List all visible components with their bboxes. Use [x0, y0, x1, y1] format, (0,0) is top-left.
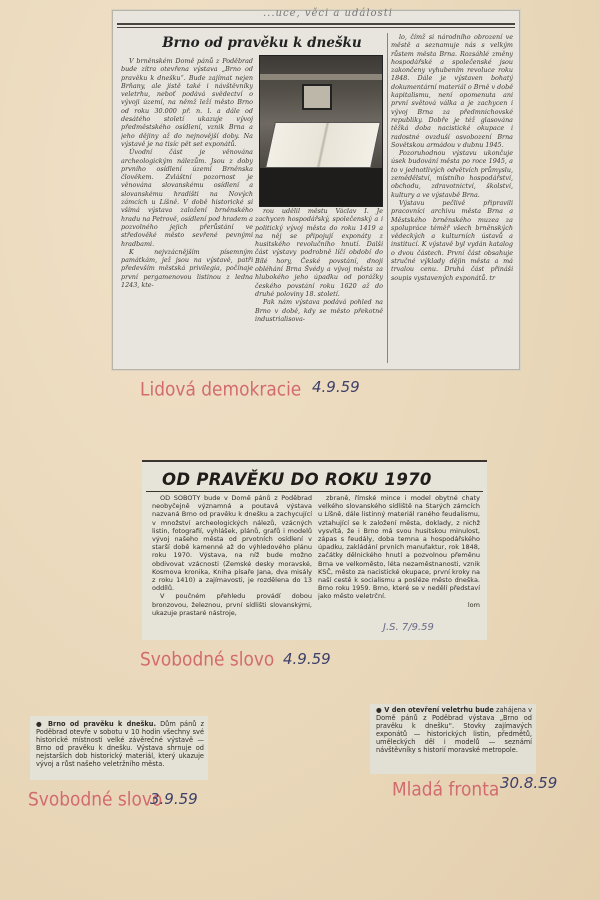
handwritten-date: 30.8.59 [500, 774, 558, 792]
top-rule [117, 23, 515, 25]
newspaper-clipping-svobodne-slovo [142, 460, 487, 640]
exhibition-photo [259, 55, 383, 207]
newspaper-stamp: Mladá fronta [392, 779, 500, 801]
newspaper-clipping-lidova-demokracie [112, 10, 520, 370]
article-headline: OD PRAVĚKU DO ROKU 1970 [162, 470, 432, 489]
marginal-note: J.S. 7/9.59 [383, 622, 434, 633]
article-column-1 [121, 57, 253, 363]
newspaper-stamp: Svobodné slovo [28, 789, 163, 811]
paragraph: lo, čímž si národního obrození ve městě a seznamuje nás s velkým růstem města Brna. Rozsáhlé změny hospodářské a společenské jsou zakončeny vyhubením revoluce roku 1848. Dále je výstaven bohatý dokumentární materiál o Brně v době kapitalismu, není opomenuta ani první světová válka a je zachycen i vývoj Brna za předmnichovské republiky. Dobře je též glasována těžká doba nacistické okupace i radostné ovzduší osvobození Brna Sovětskou armádou v dubnu 1945. [391, 33, 513, 149]
open-book-image [265, 122, 381, 168]
paragraph: Pozoruhodnou výstavu ukončuje úsek budování města po roce 1945, a to v jednotlivých odvětvích průmyslu, zemědělství, místního hospodářství, obchodu, zdravotnictví, školství, kultury a ve výstavbě Brna. [391, 149, 513, 199]
headline-rule [146, 491, 483, 492]
paragraph: Pak nám výstava podává pohled na Brno v době, kdy se město překotně industrialisova- [255, 298, 383, 323]
paragraph: rou udělil městu Václav I. Je zachycen hospodářský, společenský a i politický vývoj města do roku 1419 a na něj se připojují exponáty z husitského revolučního hnutí. Další část výstavy podrobně líčí období do Bílé hory, České povstání, dnoji obléhání Brna Švédy a vývoj města za hlubokého jeho úpadku od porážky českého povstání roku 1620 až do druhé poloviny 18. století. [255, 207, 383, 298]
paragraph: K nejvzácnějším písemným památkám, jež jsou na výstavě, patří především městská privilegia, počínaje první pergamenovou listinou z ledna 1243, kte- [121, 247, 253, 290]
newspaper-clipping-small [30, 716, 208, 780]
newspaper-stamp: Lidová demokracie [140, 379, 302, 401]
photo-display-case [260, 168, 382, 206]
article-text [36, 720, 204, 778]
handwritten-date: 3.9.59 [150, 790, 198, 808]
paragraph: Úvodní část je věnována archeologickým nálezům. Jsou z doby prvního osídlení území Brněnska člověkem. Zvláštní pozornost je věnována slovanskému osídlení a slovanskému hradišti na Nových zámcích u Líšně. V době historické si všímá výstava založení brněnského hradu na Petrově, osídlení pod hradem a pozvolného jejich přerůstání ve středověké město sevřené pevnými hradbami. [121, 148, 253, 248]
article-text [376, 706, 532, 772]
masthead-fragment: ...uce, věci a události [263, 8, 393, 19]
paragraph: OD SOBOTY bude v Domě pánů z Poděbrad neobyčejně významná a poutavá výstava nazvaná Brno od pravěku k dnešku a zachycující v množství archeologických nálezů, vzácných listin, fotografií, vyhlášek, plánů, grafů i modelů vývoj našeho města od prvotních osídlení v starší době kamenné až do výhledového plánu roku 1970. Výstava, na níž bude možno obdivovat vzácnosti (Zemské desky moravské, Kosmova kronika, Kniha písaře Jana, dva misály z roku 1410) a zajímavosti, je rozdělena do 13 oddílů. [152, 494, 312, 593]
article-column-3 [391, 33, 513, 365]
newspaper-stamp: Svobodné slovo [140, 649, 275, 671]
paragraph: V brněnském Domě pánů z Poděbrad bude zítra otevřena výstava „Brno od pravěku k dnešku“. Bude zajímat nejen Brňany, ale jistě také i návštěvníky veletrhu, neboť podává svědectví o vývoji území, na němž leží město Brno od roku 30.000 př. n. l. a dále od desátého století ukazuje vývoj předměstského osídlení, vznik Brna a jeho dějiny až do nejnovější doby. Na výstavě je na tisíc pět set exponátů. [121, 57, 253, 148]
paragraph: zbraně, římské mince i model obytné chaty velkého slovanského sídliště na Starých zámcích u Líšně, dále listinný materiál raného feudalismu, vztahující se k založení města, doklady, z nichž vysvítá, že i Brno má svou husitskou minulost, zápas s feudály, doba temna a hospodářského úpadku, zakládání prvních manufaktur, rok 1848, začátky dělnického hnutí a pozvolnou přeměnu Brna ve velkoměsto, léta nezaměstnanosti, vznik KSČ, město za nacistické okupace, první kroky na naší cestě k socialismu a posléze město dneška. Brno roku 1959. Brno, které se v nedělí představí jako město veletrční. [318, 494, 480, 601]
photo-shelf [260, 74, 382, 80]
article-lead: ● V den otevření veletrhu bude [376, 706, 494, 714]
column-divider [387, 33, 388, 363]
article-column-1 [152, 494, 312, 636]
article-lead: ● Brno od pravěku k dnešku. [36, 720, 156, 728]
top-rule-thin [117, 27, 515, 28]
paragraph: Výstavu pečlivě připravili pracovníci archivu města Brna a Městského brněnského muzea za spolupráce téměř všech brněnských vědeckých a kulturních ústavů a institucí. K výstavě byl vydán katalog o dvou částech. První část obsahuje stručné výklady dějin města a má trvalou cenu. Druhá část přináší soupis vystavených exponátů. tr [391, 198, 513, 282]
signature: lom [467, 600, 480, 609]
article-column-2 [255, 207, 383, 365]
photo-frame [302, 84, 332, 110]
handwritten-date: 4.9.59 [283, 650, 331, 668]
article-body: Dům pánů z Poděbrad otevře v sobotu v 10 hodin všechny své historické místnosti velké závěrečné výstavě — Brno od pravěku k dnešku. Výstava shrnuje od nejstarších dob historický materiál, který ukazuje vývoj a růst našeho veletržního města. [36, 720, 204, 769]
article-headline: Brno od pravěku k dnešku [162, 35, 362, 51]
paragraph: V poučném přehledu provádí dobou bronzovou, železnou, první sídlišti slovanskými, ukazuje prastaré nástroje, [152, 592, 312, 617]
handwritten-date: 4.9.59 [312, 378, 360, 396]
newspaper-clipping-small [370, 704, 536, 774]
article-body: zahájena v Domě pánů z Poděbrad výstava „Brno od pravěku k dnešku“. Stovky zajímavých exponátů — historických listin, předmětů, uměleckých děl i modelů — seznámí návštěvníky s historií moravské metropole. [376, 706, 532, 755]
article-column-2 [318, 494, 480, 636]
